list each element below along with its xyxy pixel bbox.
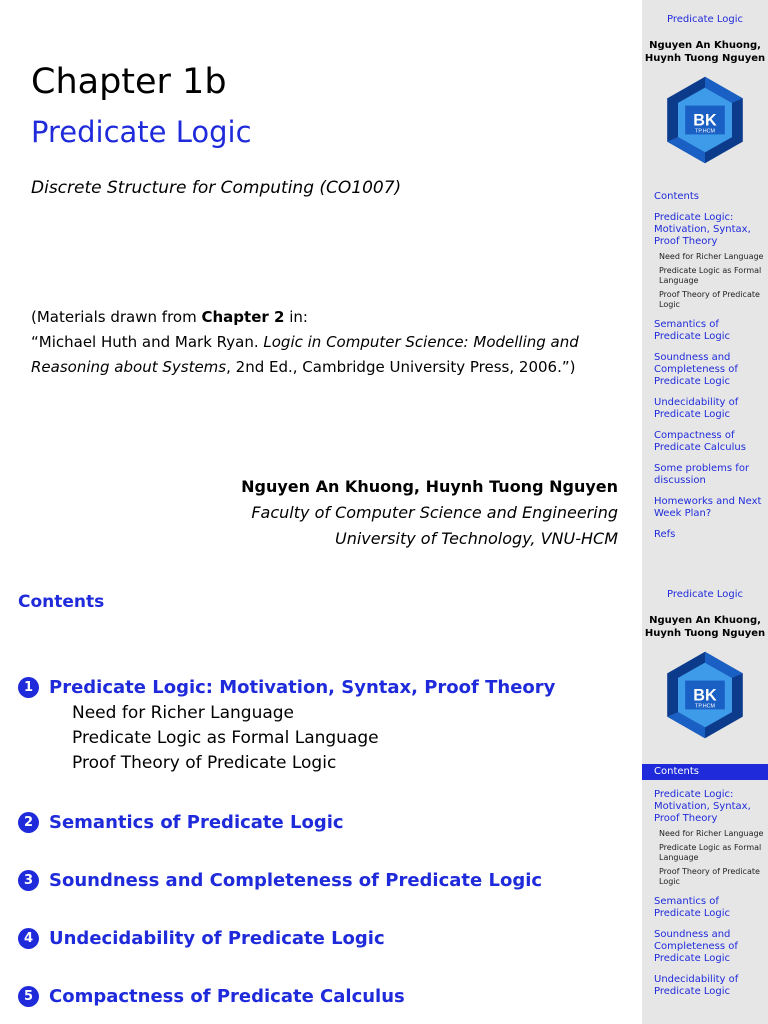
sidebar-item-undecidability[interactable]: Undecidability of Predicate Logic bbox=[654, 397, 739, 420]
sidebar-author-1: Nguyen An Khuong, bbox=[649, 40, 761, 51]
toc-section-4[interactable] bbox=[18, 924, 628, 952]
reference-authors: “Michael Huth and Mark Ryan. bbox=[31, 333, 264, 351]
sidebar-author-2: Huynh Tuong Nguyen bbox=[644, 53, 766, 64]
sidebar-title-2[interactable]: Predicate Logic bbox=[666, 589, 744, 600]
materials-chapter: Chapter 2 bbox=[201, 308, 285, 326]
toc-number: 3 bbox=[18, 870, 39, 891]
navigation-sidebar bbox=[642, 0, 768, 1024]
toc-number: 1 bbox=[18, 677, 39, 698]
sidebar-header-2 bbox=[642, 589, 768, 740]
sidebar-item-predicate-logic[interactable]: Predicate Logic: Motivation, Syntax, Proof Theory bbox=[654, 789, 751, 824]
sidebar-item-problems[interactable]: Some problems for discussion bbox=[654, 463, 750, 486]
author-block bbox=[241, 474, 618, 552]
sidebar-subitem-proof-theory[interactable]: Proof Theory of Predicate Logic bbox=[659, 867, 760, 886]
toc-label: Predicate Logic: Motivation, Syntax, Proof Theory bbox=[49, 676, 556, 698]
author-names: Nguyen An Khuong, Huynh Tuong Nguyen bbox=[241, 477, 618, 496]
materials-intro-end: in: bbox=[284, 308, 308, 326]
toc-section-2[interactable] bbox=[18, 808, 628, 836]
toc-subsection[interactable]: Proof Theory of Predicate Logic bbox=[72, 753, 337, 773]
toc-section-1[interactable] bbox=[18, 673, 628, 701]
logo-subtext: TP.HCM bbox=[695, 128, 715, 135]
sidebar-title[interactable]: Predicate Logic bbox=[666, 14, 744, 25]
logo-subtext: TP.HCM bbox=[695, 703, 715, 710]
sidebar-item-homeworks[interactable]: Homeworks and Next Week Plan? bbox=[654, 496, 762, 519]
toc-label: Semantics of Predicate Logic bbox=[49, 811, 344, 833]
sidebar-item-semantics[interactable]: Semantics of Predicate Logic bbox=[654, 896, 731, 919]
sidebar-header bbox=[642, 14, 768, 165]
sidebar-subitem-formal-language[interactable]: Predicate Logic as Formal Language bbox=[659, 266, 762, 285]
sidebar-nav bbox=[642, 191, 768, 550]
toc-subsection[interactable]: Need for Richer Language bbox=[72, 703, 295, 723]
materials-intro: (Materials drawn from bbox=[31, 308, 202, 326]
sidebar-item-contents[interactable]: Contents bbox=[654, 191, 699, 202]
toc-section-5[interactable] bbox=[18, 982, 628, 1010]
bk-logo-icon bbox=[660, 650, 750, 740]
toc-label: Soundness and Completeness of Predicate Logic bbox=[49, 869, 543, 891]
reference-title: Logic in Computer Science: Modelling and Reasoning about Systems bbox=[31, 333, 579, 376]
sidebar-author-1: Nguyen An Khuong, bbox=[649, 615, 761, 626]
contents-heading: Contents bbox=[18, 592, 105, 612]
sidebar-subitem-formal-language[interactable]: Predicate Logic as Formal Language bbox=[659, 843, 762, 862]
chapter-subtitle: Predicate Logic bbox=[31, 115, 252, 149]
sidebar-authors-2 bbox=[642, 614, 768, 640]
sidebar-subitem-richer-language[interactable]: Need for Richer Language bbox=[659, 252, 764, 261]
sidebar-item-soundness[interactable]: Soundness and Completeness of Predicate Logic bbox=[654, 929, 738, 964]
toc-number: 5 bbox=[18, 986, 39, 1007]
bk-logo-icon bbox=[660, 75, 750, 165]
table-of-contents bbox=[18, 673, 628, 1010]
toc-label: Compactness of Predicate Calculus bbox=[49, 985, 405, 1007]
sidebar-item-semantics[interactable]: Semantics of Predicate Logic bbox=[654, 319, 731, 342]
toc-subsection[interactable]: Predicate Logic as Formal Language bbox=[72, 728, 379, 748]
materials-note bbox=[31, 305, 631, 380]
sidebar-authors bbox=[642, 39, 768, 65]
university: University of Technology, VNU-HCM bbox=[334, 529, 618, 548]
sidebar-item-refs[interactable]: Refs bbox=[654, 529, 676, 540]
sidebar-item-soundness[interactable]: Soundness and Completeness of Predicate Logic bbox=[654, 352, 738, 387]
logo-text: BK bbox=[693, 686, 717, 705]
toc-number: 2 bbox=[18, 812, 39, 833]
sidebar-item-contents-active[interactable]: Contents bbox=[642, 764, 768, 780]
faculty: Faculty of Computer Science and Engineering bbox=[251, 503, 618, 522]
chapter-title: Chapter 1b bbox=[31, 62, 227, 102]
reference-publisher: , 2nd Ed., Cambridge University Press, 2006.”) bbox=[226, 358, 576, 376]
sidebar-subitem-richer-language[interactable]: Need for Richer Language bbox=[659, 829, 764, 838]
sidebar-item-undecidability[interactable]: Undecidability of Predicate Logic bbox=[654, 974, 739, 997]
toc-number: 4 bbox=[18, 928, 39, 949]
sidebar-author-2: Huynh Tuong Nguyen bbox=[644, 628, 766, 639]
toc-label: Undecidability of Predicate Logic bbox=[49, 927, 385, 949]
sidebar-item-compactness[interactable]: Compactness of Predicate Calculus bbox=[654, 430, 746, 453]
sidebar-item-predicate-logic[interactable]: Predicate Logic: Motivation, Syntax, Proof Theory bbox=[654, 212, 751, 247]
course-name: Discrete Structure for Computing (CO1007) bbox=[31, 178, 402, 198]
toc-section-3[interactable] bbox=[18, 866, 628, 894]
logo-text: BK bbox=[693, 111, 717, 130]
sidebar-subitem-proof-theory[interactable]: Proof Theory of Predicate Logic bbox=[659, 290, 760, 309]
sidebar-nav-2 bbox=[642, 764, 768, 1007]
